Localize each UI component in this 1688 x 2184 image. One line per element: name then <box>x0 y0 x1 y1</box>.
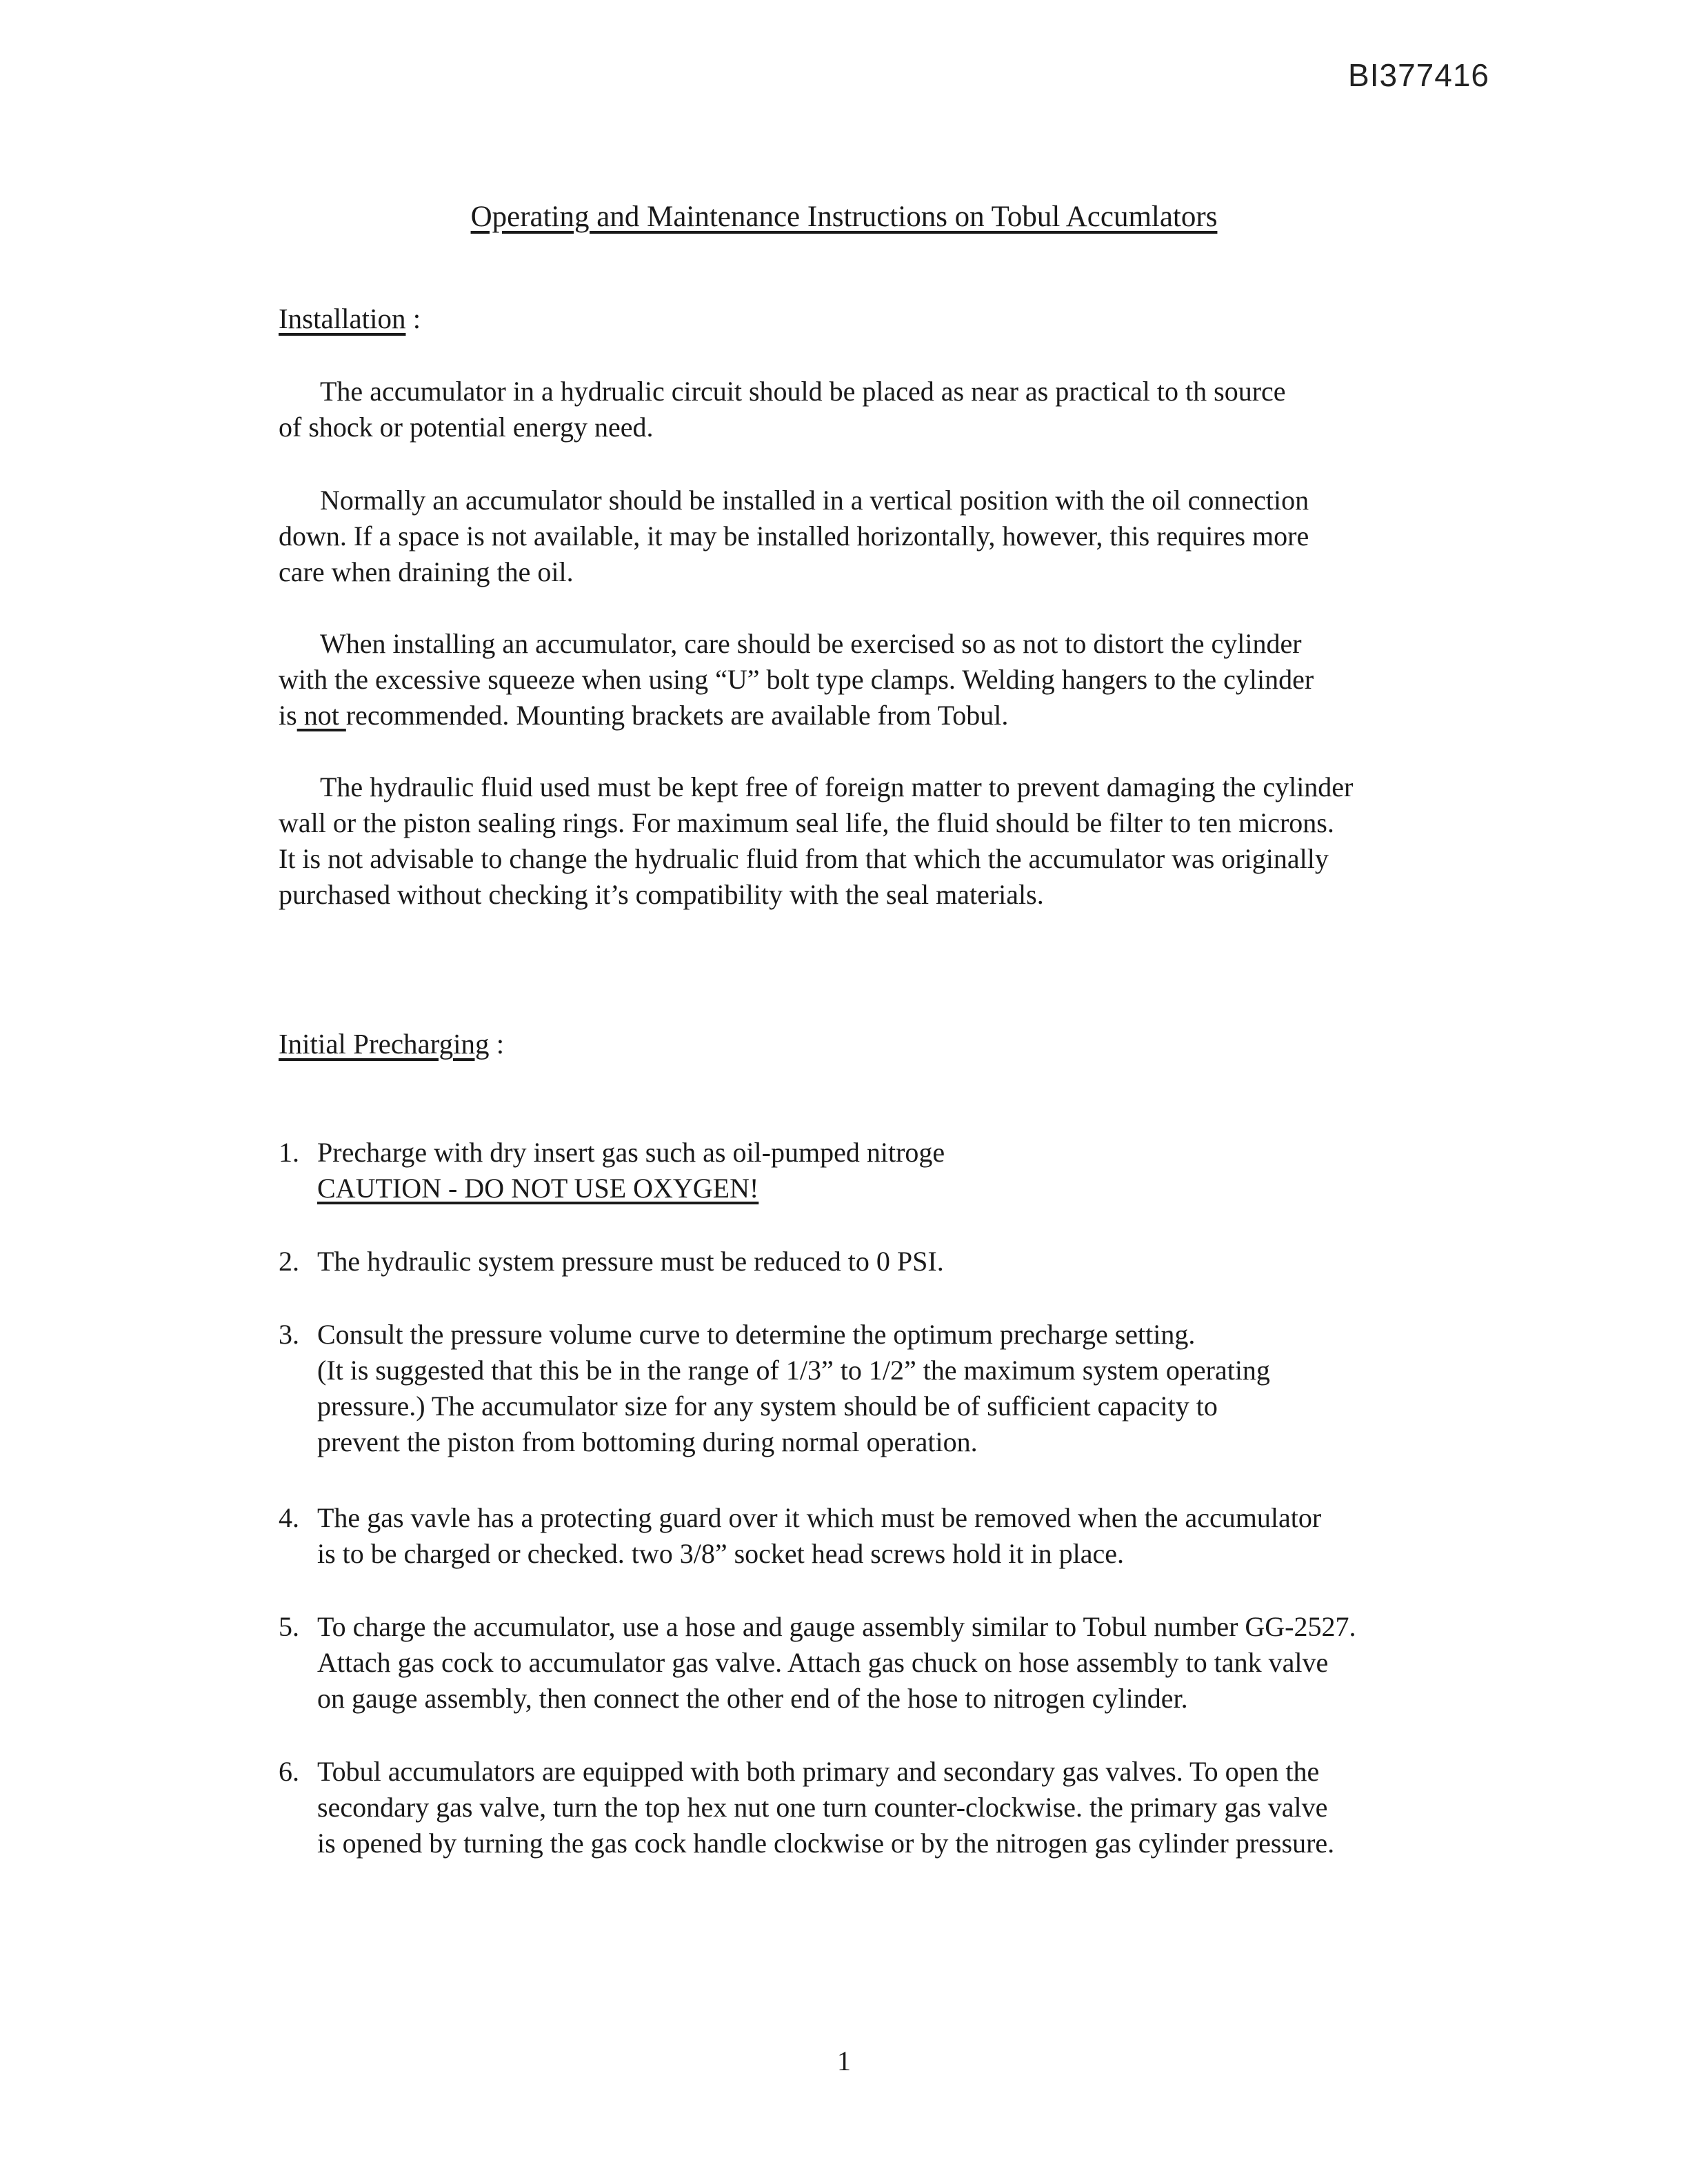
caution-warning: CAUTION - DO NOT USE OXYGEN! <box>317 1173 759 1204</box>
installation-paragraph-3: When installing an accumulator, care should be exercised so as not to distort the cylinder with the excessive squeeze when using “U” bolt type clamps. Welding hangers to the cylinder is not recommended. Mounting brackets are available from Tobul. <box>279 628 1314 731</box>
precharging-heading: Initial Precharging : <box>279 1028 505 1060</box>
list-number: 3. <box>279 1319 299 1350</box>
list-number: 1. <box>279 1137 299 1168</box>
installation-paragraph-4: The hydraulic fluid used must be kept free of foreign matter to prevent damaging the cylinder wall or the piston sealing rings. For maximum seal life, the fluid should be filter to ten microns. It is not advisable to change the hydrualic fluid from that which the accumulator was originally purchased without checking it’s compatibility with the seal materials. <box>279 771 1354 910</box>
page-title: Operating and Maintenance Instructions on Tobul Accumlators <box>470 201 1218 233</box>
installation-paragraph-2: Normally an accumulator should be installed in a vertical position with the oil connection down. If a space is not available, it may be installed horizontally, however, this requires more care when draining the oil. <box>279 485 1309 587</box>
list-number: 2. <box>279 1246 299 1277</box>
installation-paragraph-1: The accumulator in a hydrualic circuit should be placed as near as practical to th source of shock or potential energy need. <box>279 376 1286 443</box>
document-id: BI377416 <box>1348 57 1489 93</box>
list-number: 6. <box>279 1756 299 1787</box>
list-number: 4. <box>279 1502 299 1533</box>
installation-heading: Installation : <box>279 303 421 334</box>
list-number: 5. <box>279 1611 299 1642</box>
page-number: 1 <box>837 2045 851 2076</box>
